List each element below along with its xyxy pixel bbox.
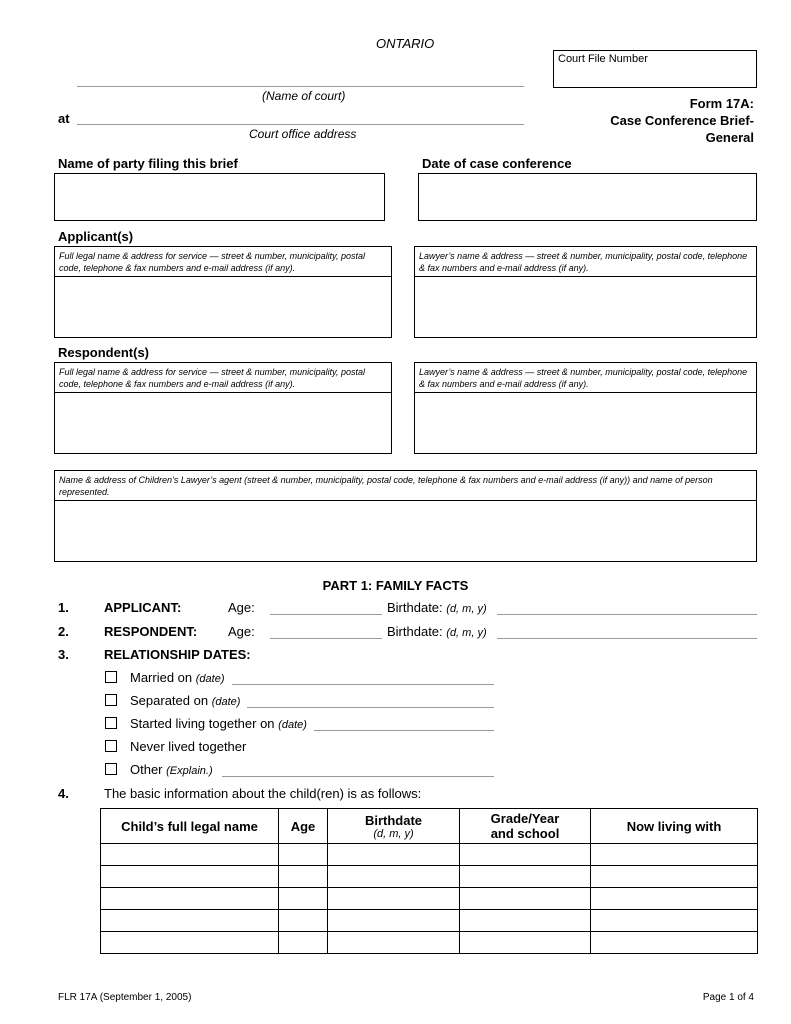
applicant-lawyer-caption: Lawyer’s name & address — street & number, municipality, postal code, telephone & fax numbers and e-mail address (if any). [419, 251, 748, 273]
respondent-lawyer-box [414, 362, 757, 454]
option-hint: (Explain.) [166, 765, 213, 777]
living-together-checkbox[interactable] [105, 717, 117, 729]
table-cell-input[interactable] [460, 866, 591, 888]
option-text: Other [130, 762, 163, 777]
table-cell-input[interactable] [328, 932, 460, 954]
table-cell-input[interactable] [328, 910, 460, 932]
childrens-lawyer-caption: Name & address of Children’s Lawyer’s agent (street & number, municipality, postal code, telephone & fax numbers and e-mail address (if any)) and name of person represented. [59, 475, 713, 497]
applicant-birthdate-field[interactable] [497, 614, 757, 615]
table-cell-input[interactable] [591, 910, 758, 932]
birthdate-text: Birthdate: [387, 624, 443, 639]
age-label: Age: [228, 600, 255, 615]
option-hint: (date) [195, 673, 225, 685]
party-filing-field[interactable] [54, 173, 385, 221]
form-title-line1: Case Conference Brief- [610, 113, 754, 128]
applicant-age-field[interactable] [270, 614, 382, 615]
separated-checkbox[interactable] [105, 694, 117, 706]
court-file-number-label: Court File Number [558, 53, 648, 65]
applicant-caption: Full legal name & address for service — street & number, municipality, postal code, telephone & fax numbers and e-mail address (if any). [59, 251, 365, 273]
birthdate-text: Birthdate: [387, 600, 443, 615]
column-label: Grade/Year and school [490, 811, 560, 841]
table-cell-input[interactable] [591, 888, 758, 910]
conference-date-field[interactable] [418, 173, 757, 221]
respondents-heading: Respondent(s) [58, 345, 149, 360]
married-date-field[interactable] [232, 684, 494, 685]
married-label [130, 670, 225, 685]
applicants-heading: Applicant(s) [58, 229, 134, 244]
table-cell-input[interactable] [460, 888, 591, 910]
column-label: Age [290, 818, 316, 834]
table-cell-input[interactable] [101, 888, 279, 910]
table-cell-input[interactable] [101, 932, 279, 954]
conference-date-label: Date of case conference [422, 156, 572, 171]
col-birthdate-header [328, 809, 460, 844]
part1-heading: PART 1: FAMILY FACTS [322, 578, 469, 593]
table-cell-input[interactable] [591, 866, 758, 888]
col-living-with-header [591, 809, 758, 844]
table-cell-input[interactable] [279, 910, 328, 932]
table-cell-input[interactable] [279, 866, 328, 888]
table-row [101, 932, 758, 954]
footer-form-id: FLR 17A (September 1, 2005) [58, 992, 192, 1003]
children-intro: The basic information about the child(ren) is as follows: [104, 786, 422, 801]
table-cell-input[interactable] [328, 888, 460, 910]
never-lived-together-label: Never lived together [130, 739, 247, 754]
childrens-lawyer-field[interactable] [55, 501, 756, 561]
item-number: 2. [58, 624, 69, 639]
column-label: Now living with [626, 818, 722, 834]
table-cell-input[interactable] [591, 844, 758, 866]
at-label: at [58, 111, 70, 126]
birthdate-label [387, 624, 487, 639]
table-header-row [101, 809, 758, 844]
table-cell-input[interactable] [101, 866, 279, 888]
province-title: ONTARIO [376, 36, 435, 51]
respondent-caption: Full legal name & address for service — street & number, municipality, postal code, telephone & fax numbers and e-mail address (if any). [59, 367, 365, 389]
table-cell-input[interactable] [328, 844, 460, 866]
col-grade-header [460, 809, 591, 844]
name-of-court-caption: (Name of court) [262, 89, 346, 103]
respondent-birthdate-field[interactable] [497, 638, 757, 639]
table-cell-input[interactable] [591, 932, 758, 954]
applicant-field[interactable] [55, 277, 391, 337]
table-cell-input[interactable] [101, 910, 279, 932]
birthdate-format: (d, m, y) [446, 603, 487, 615]
respondent-lawyer-field[interactable] [415, 393, 756, 453]
col-age-header [279, 809, 328, 844]
option-hint: (date) [211, 696, 241, 708]
applicant-label: APPLICANT: [104, 600, 182, 615]
childrens-lawyer-box [54, 470, 757, 562]
birthdate-format: (d, m, y) [446, 627, 487, 639]
option-text: Separated on [130, 693, 209, 708]
other-explain-field[interactable] [222, 776, 494, 777]
table-row [101, 866, 758, 888]
column-label: Birthdate [364, 812, 423, 828]
table-cell-input[interactable] [328, 866, 460, 888]
respondent-lawyer-caption: Lawyer’s name & address — street & number, municipality, postal code, telephone & fax numbers and e-mail address (if any). [419, 367, 748, 389]
item-number: 1. [58, 600, 69, 615]
col-name-header [101, 809, 279, 844]
other-checkbox[interactable] [105, 763, 117, 775]
married-checkbox[interactable] [105, 671, 117, 683]
never-lived-together-checkbox[interactable] [105, 740, 117, 752]
court-office-caption: Court office address [249, 127, 357, 141]
party-filing-label: Name of party filing this brief [58, 156, 238, 171]
birthdate-label [387, 600, 487, 615]
respondent-field[interactable] [55, 393, 391, 453]
column-label: Child’s full legal name [121, 818, 258, 834]
court-office-address-field[interactable] [77, 124, 524, 125]
table-row [101, 844, 758, 866]
form-title-line2: General [705, 130, 754, 145]
column-sublabel: (d, m, y) [373, 827, 414, 840]
option-text: Married on [130, 670, 193, 685]
applicant-box [54, 246, 392, 338]
separated-label [130, 693, 240, 708]
table-cell-input[interactable] [460, 910, 591, 932]
children-table [100, 808, 758, 954]
table-row [101, 910, 758, 932]
respondent-age-field[interactable] [270, 638, 382, 639]
court-file-number-box[interactable] [553, 50, 757, 88]
item-number: 3. [58, 647, 69, 662]
table-cell-input[interactable] [460, 844, 591, 866]
form-title [610, 95, 754, 146]
living-together-label [130, 716, 307, 731]
table-cell-input[interactable] [101, 844, 279, 866]
item-number: 4. [58, 786, 69, 801]
children-table-body [101, 844, 758, 954]
table-cell-input[interactable] [279, 932, 328, 954]
applicant-lawyer-field[interactable] [415, 277, 756, 337]
respondent-label: RESPONDENT: [104, 624, 198, 639]
age-label: Age: [228, 624, 255, 639]
table-cell-input[interactable] [279, 844, 328, 866]
living-together-date-field[interactable] [314, 730, 494, 731]
name-of-court-field[interactable] [77, 86, 524, 87]
table-cell-input[interactable] [279, 888, 328, 910]
option-hint: (date) [278, 719, 307, 731]
table-cell-input[interactable] [460, 932, 591, 954]
separated-date-field[interactable] [247, 707, 494, 708]
form-number: Form 17A: [689, 96, 754, 111]
relationship-dates-label: RELATIONSHIP DATES: [104, 647, 251, 662]
option-text: Started living together on [130, 716, 275, 731]
applicant-lawyer-box [414, 246, 757, 338]
footer-page-number: Page 1 of 4 [702, 992, 754, 1003]
table-row [101, 888, 758, 910]
other-label [130, 762, 213, 777]
respondent-box [54, 362, 392, 454]
